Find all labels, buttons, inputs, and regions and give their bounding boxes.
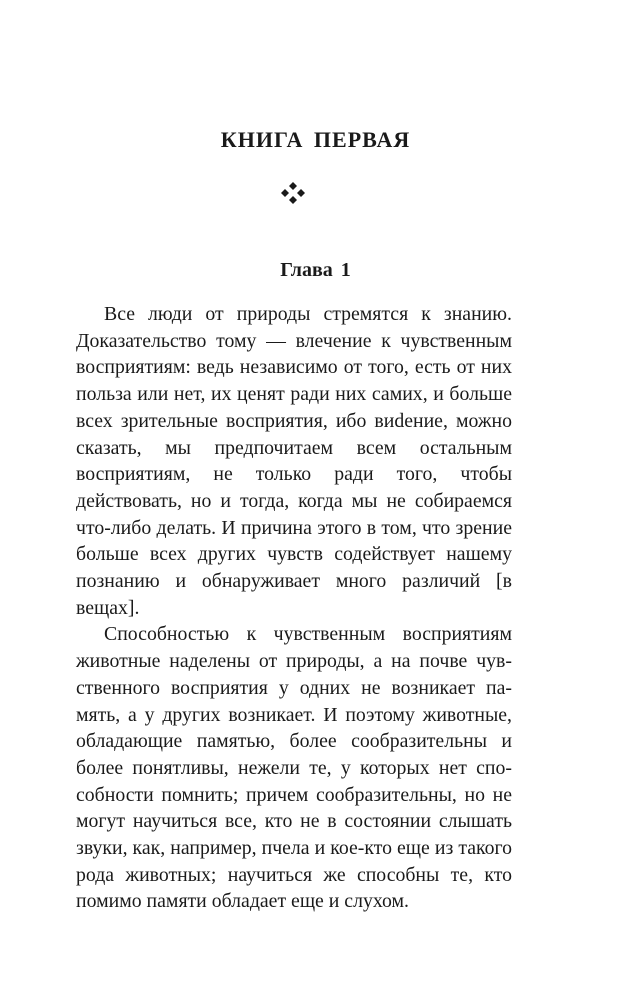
chapter-title: Глава 1: [280, 259, 351, 281]
book-title: КНИГА ПЕРВАЯ: [220, 127, 411, 152]
four-diamond-fleuron-icon: [278, 181, 308, 205]
chapter-body: [76, 301, 512, 915]
paragraph-2: Способностью к чувственным восприятиям животные наделены от природы, а на почве чувственного восприятия у одних не возникает память, а у других возникает. И поэтому животные, обладающие памятью, более сообразительны и более понятливы, нежели те, у которых нет способности помнить; причем сообразительны, но не могут научиться все, кто не в состоянии слышать звуки, как, например, пчела и кое-кто еще из такого рода животных; научиться же способны те, кто помимо памяти обладает еще и слухом.: [76, 623, 512, 913]
paragraph-1: Все люди от природы стремятся к знанию. Доказательство тому — влечение к чувственным восприятиям: ведь независимо от того, есть от них польза или нет, их ценят ради них самих, и больше всех зрительные восприятия, ибо виdение, можно сказать, мы предпочитаем всем остальным восприятиям, не только ради того, чтобы действовать, но и тогда, когда мы не собираемся что-либо делать. И причина этого в том, что зрение больше всех других чувств содействует нашему познанию и обнаруживает много различий [в вещах].: [76, 303, 512, 619]
